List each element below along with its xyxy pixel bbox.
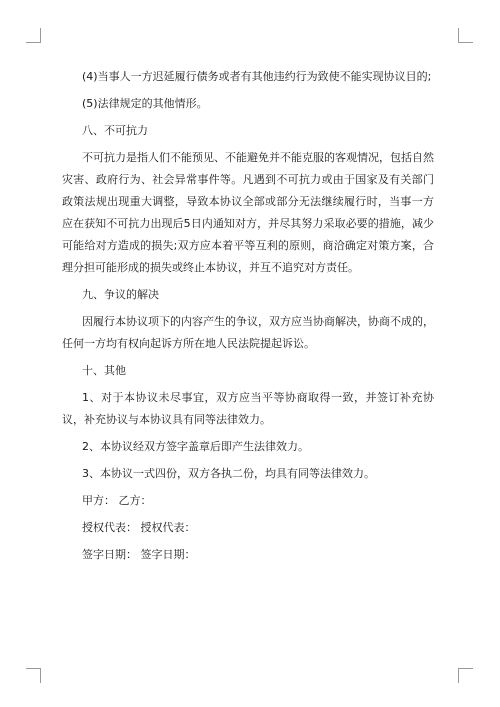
other-item-3: 3、本协议一式四份，双方各执二份，均具有同等法律效力。 xyxy=(82,467,375,480)
clause-4: (4)当事人一方迟延履行债务或者有其他违约行为致使不能实现协议目的; xyxy=(82,70,432,83)
section-heading-other: 十、其他 xyxy=(82,364,126,377)
crop-mark-bottom-left xyxy=(26,668,41,683)
section-heading-dispute: 九、争议的解决 xyxy=(82,288,159,301)
crop-mark-bottom-right xyxy=(458,668,473,683)
signature-representatives: 授权代表： 授权代表： xyxy=(82,521,196,534)
clause-5: (5)法律规定的其他情形。 xyxy=(82,97,208,110)
other-item-1: 1、对于本协议未尽事宜，双方应当平等协商取得一致，并签订补充协议，补充协议与本协议具有同等法律效力。 xyxy=(62,391,434,426)
signature-parties: 甲方： 乙方： xyxy=(82,494,152,507)
crop-mark-top-left xyxy=(26,28,41,43)
section-heading-force-majeure: 八、不可抗力 xyxy=(82,124,148,137)
document-body xyxy=(62,66,434,571)
force-majeure-paragraph: 不可抗力是指人们不能预见、不能避免并不能克服的客观情况，包括自然灾害、政府行为、社会异常事件等。凡遇到不可抗力或由于国家及有关部门政策法规出现重大调整，导致本协议全部或部分无法继续履行时，当事一方应在获知不可抗力出现后5日内通知对方，并尽其努力采取必要的措施，减少可能给对方造成的损失;双方应本着平等互利的原则，商洽确定对策方案，合理分担可能形成的损失或终止本协议，并互不追究对方责任。 xyxy=(62,151,434,274)
signature-dates: 签字日期： 签字日期： xyxy=(82,548,196,561)
other-item-2: 2、本协议经双方签字盖章后即产生法律效力。 xyxy=(82,440,309,453)
dispute-paragraph: 因履行本协议项下的内容产生的争议，双方应当协商解决，协商不成的，任何一方均有权向起诉方所在地人民法院提起诉讼。 xyxy=(62,315,434,350)
crop-mark-top-right xyxy=(458,28,473,43)
